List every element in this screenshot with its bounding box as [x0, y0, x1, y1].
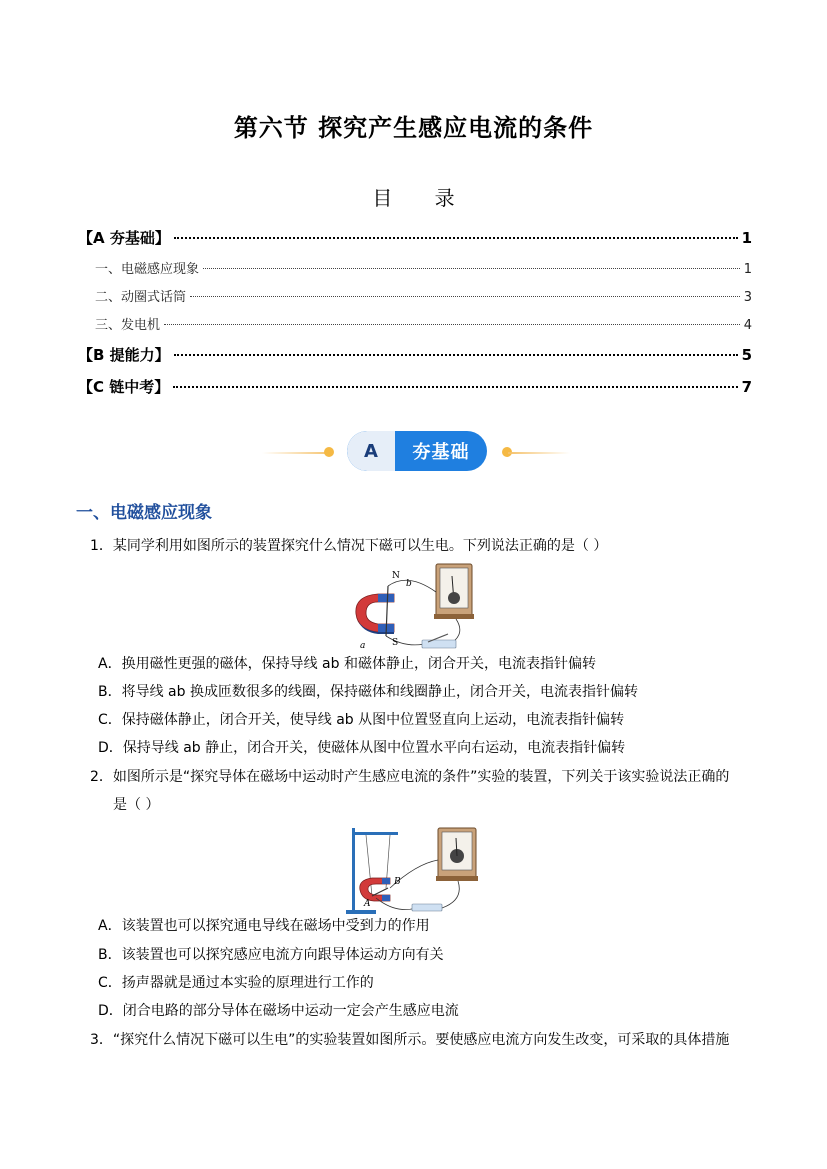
label-a: a: [360, 641, 366, 651]
toc-leader: [190, 296, 740, 297]
label-B: B: [394, 877, 401, 887]
stand-pole: [352, 828, 355, 912]
toc-entry-sub-1[interactable]: [95, 258, 752, 277]
question-text: 某同学利用如图所示的装置探究什么情况下磁可以生电。下列说法正确的是（ ）: [112, 538, 608, 554]
q2-option-c[interactable]: C．扬声器就是通过本实验的原理进行工作的: [98, 975, 374, 991]
question-2-stem: [90, 767, 760, 787]
galvanometer-2-base: [436, 876, 478, 881]
q1-option-a[interactable]: A．换用磁性更强的磁体，保持导线 ab 和磁体静止，闭合开关，电流表指针偏转: [98, 656, 596, 672]
label-b: b: [406, 579, 412, 589]
stand-base: [346, 910, 376, 914]
switch-2-base: [412, 904, 442, 911]
section-banner: [347, 431, 487, 471]
toc-entry-sub-2[interactable]: [95, 286, 752, 305]
toc-entry-sub-3[interactable]: [95, 314, 752, 333]
toc-leader: [203, 268, 740, 269]
toc-entry-label: 【A 夯基础】: [78, 229, 170, 247]
toc-leader: [173, 386, 737, 388]
label-s: S: [392, 638, 399, 648]
toc-title: 目 录: [372, 186, 473, 210]
toc-entry-page: 5: [741, 346, 752, 364]
wire-2-right: [442, 881, 459, 908]
stand-arm: [352, 832, 398, 835]
banner-line-left: [262, 452, 332, 454]
q2-option-a[interactable]: A．该装置也可以探究通电导线在磁场中受到力的作用: [98, 918, 430, 934]
figure-2-apparatus: [346, 824, 481, 916]
galvanometer-base: [434, 614, 474, 619]
toc-entry-c[interactable]: [78, 376, 752, 397]
banner-line-right: [508, 452, 570, 454]
toc-entry-label: 【B 提能力】: [78, 346, 170, 364]
question-number: 1．: [90, 538, 113, 554]
q1-option-d[interactable]: D．保持导线 ab 静止，闭合开关，使磁体从图中位置水平向右运动，电流表指针偏转: [98, 740, 626, 756]
page-title: 第六节 探究产生感应电流的条件: [233, 114, 594, 142]
toc-entry-label: 一、电磁感应现象: [95, 262, 200, 277]
magnet-2-pole-bottom: [382, 895, 390, 901]
label-n: N: [392, 571, 400, 581]
galvanometer-coil: [448, 592, 460, 604]
question-number: 2．: [90, 769, 113, 785]
q2-option-b[interactable]: B．该装置也可以探究感应电流方向跟导体运动方向有关: [98, 947, 444, 963]
toc-leader: [174, 354, 738, 356]
toc-leader: [164, 324, 740, 325]
question-text: “探究什么情况下磁可以生电”的实验装置如图所示。要使感应电流方向发生改变，可采取的具体措施: [112, 1032, 730, 1048]
toc-entry-page: 7: [741, 378, 752, 396]
banner-text: 夯基础: [412, 442, 470, 463]
question-2-stem-cont: 是（ ）: [113, 797, 160, 813]
toc-entry-page: 1: [741, 229, 752, 247]
toc-entry-label: 三、发电机: [95, 318, 161, 333]
switch-base: [422, 640, 456, 648]
question-number: 3．: [90, 1032, 113, 1048]
toc-entry-label: 【C 链中考】: [78, 378, 170, 396]
banner-letter: A: [347, 431, 395, 471]
section-heading: 一、电磁感应现象: [76, 503, 212, 523]
toc-entry-b[interactable]: [78, 344, 752, 365]
q1-option-c[interactable]: C．保持磁体静止，闭合开关，使导线 ab 从图中位置竖直向上运动，电流表指针偏转: [98, 712, 625, 728]
magnet-2-pole-top: [382, 878, 390, 884]
toc-entry-label: 二、动圈式话筒: [95, 290, 187, 305]
question-3-stem: [90, 1030, 760, 1050]
toc-entry-page: 3: [743, 290, 752, 305]
wire-top: [388, 580, 436, 592]
toc-leader: [174, 237, 738, 239]
toc-entry-page: 4: [743, 318, 752, 333]
q1-option-b[interactable]: B．将导线 ab 换成匝数很多的线圈，保持磁体和线圈静止，闭合开关，电流表指针偏转: [98, 684, 638, 700]
banner-dot-left: [324, 447, 334, 457]
figure-1-apparatus: [348, 562, 483, 652]
question-text: 如图所示是“探究导体在磁场中运动时产生感应电流的条件”实验的装置，下列关于该实验说法正确的: [112, 769, 730, 785]
toc-entry-a[interactable]: [78, 227, 752, 248]
toc-entry-page: 1: [743, 262, 752, 277]
label-A: A: [364, 899, 371, 909]
q2-option-d[interactable]: D．闭合电路的部分导体在磁场中运动一定会产生感应电流: [98, 1003, 459, 1019]
question-1-stem: [90, 536, 760, 556]
